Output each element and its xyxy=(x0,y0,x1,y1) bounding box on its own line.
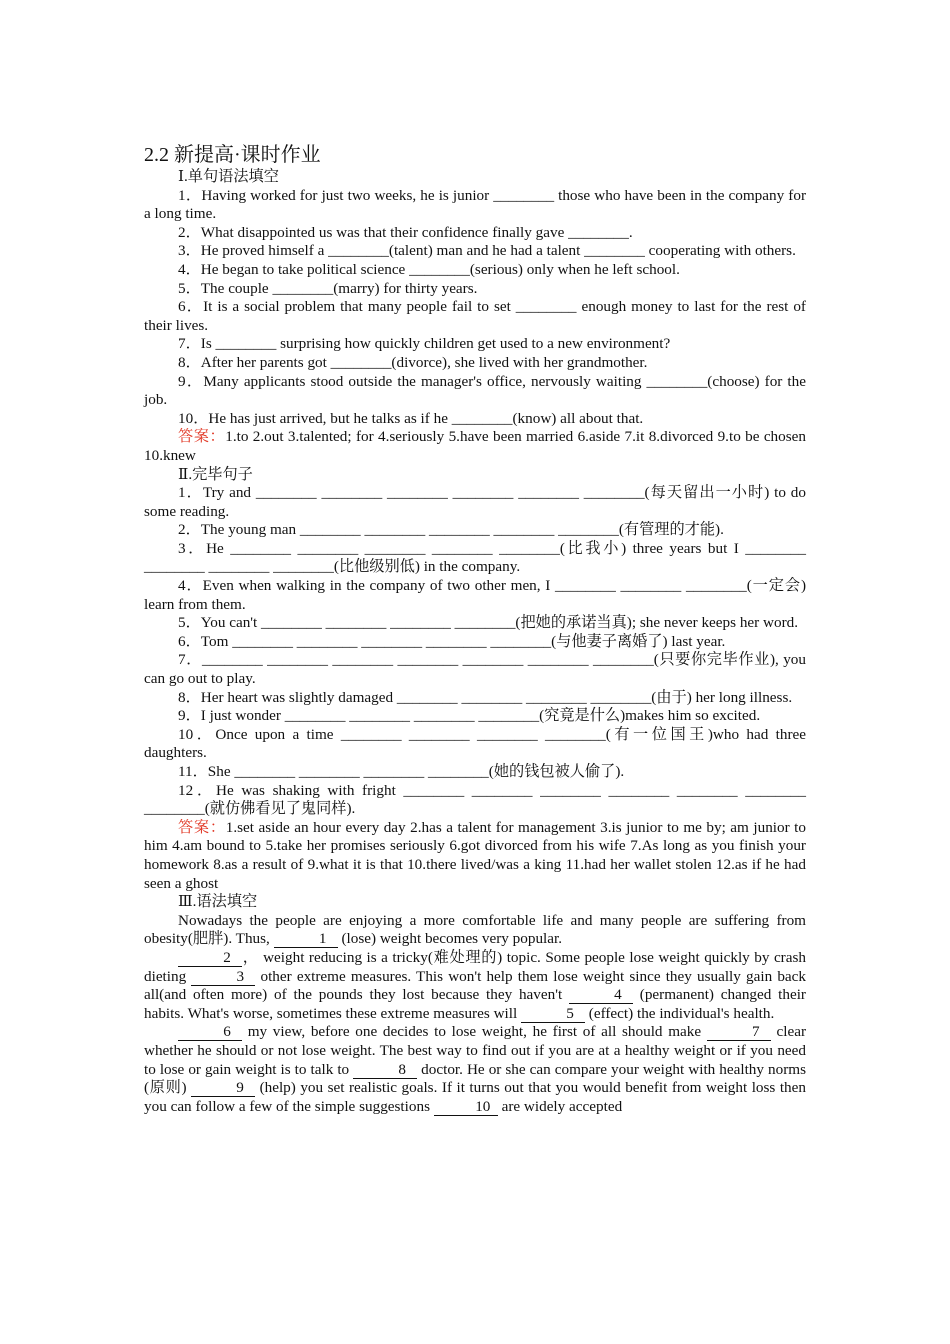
cloze-text: my view, before one decides to lose weight, he first of all should make xyxy=(242,1023,707,1041)
question-item: 5．You can't ________ ________ ________ ________(把她的承诺当真); she never keeps her word. xyxy=(178,614,799,632)
answer-block xyxy=(144,428,806,465)
cloze-text: ， weight reducing is a tricky(难处理的) topic. Some people lose weight quickly by crash dieting xyxy=(144,948,806,985)
question-item: 10．He has just arrived, but he talks as if he ________(know) all about that. xyxy=(178,409,644,427)
cloze-text: doctor. He or she can compare your weight with healthy norms (原则) xyxy=(144,1060,806,1097)
answer-label: 答案： xyxy=(178,818,226,836)
question-item: 2．The young man ________ ________ ________ ________ ________(有管理的才能). xyxy=(178,521,724,539)
cloze-text: (effect) the individual's health. xyxy=(585,1004,775,1022)
section-heading: Ⅱ.完毕句子 xyxy=(178,465,253,483)
cloze-blank[interactable]: 8 xyxy=(353,1062,417,1079)
cloze-blank[interactable]: 5 xyxy=(521,1006,585,1023)
page-title: 2.2 新提高·课时作业 xyxy=(144,144,321,166)
answer-block xyxy=(144,819,806,893)
cloze-blank[interactable]: 3 xyxy=(191,969,255,986)
cloze-blank[interactable]: 10 xyxy=(434,1099,498,1116)
question-item: 7．Is ________ surprising how quickly children get used to a new environment? xyxy=(178,335,671,353)
question-item: 11．She ________ ________ ________ ________(她的钱包被人偷了). xyxy=(178,763,625,780)
question-item: 6．Tom ________ ________ ________ ________ ________(与他妻子离婚了) last year. xyxy=(178,632,726,650)
answer-text: 1.set aside an hour every day 2.has a talent for management 3.is junior to me by; am junior to him 4.am bound to 5.take her promises seriously 6.got divorced from his wife 7.As long as you finish your homework 8.as a result of 9.what it is that 10.there lived/was a king 11.had her wallet stolen 12.as if he had seen a ghost xyxy=(144,818,806,892)
question-item: 9．Many applicants stood outside the manager's office, nervously waiting ________(choose) for the job. xyxy=(144,372,806,409)
cloze-text: (help) you set realistic goals. If it turns out that you would benefit from weight loss then you can follow a few of the simple suggestions xyxy=(144,1079,806,1115)
cloze-text: other extreme measures. This won't help them lose weight since they usually gain back all(and often more) of the pounds they lost because they haven't xyxy=(144,967,806,1004)
answer-label: 答案： xyxy=(178,428,226,446)
question-item: 3．He ________ ________ ________ ________ ________(比我小) three years but I ________ ________ ________ ________(比他级别低) in the company. xyxy=(144,539,806,576)
section-1 xyxy=(144,168,806,466)
question-item: 1．Having worked for just two weeks, he is junior ________ those who have been in the company for a long time. xyxy=(144,186,806,223)
cloze-blank[interactable]: 2 xyxy=(178,950,242,967)
question-item: 8．Her heart was slightly damaged ________ ________ ________ ________(由于) her long illness. xyxy=(178,688,793,706)
question-item: 10．Once upon a time ________ ________ ________ ________(有一位国王)who had three daughters. xyxy=(144,725,806,762)
question-item: 1．Try and ________ ________ ________ ________ ________ ________(每天留出一小时) to do some reading. xyxy=(144,484,806,520)
cloze-paragraph xyxy=(144,949,806,1023)
question-item: 12．He was shaking with fright ________ ________ ________ ________ ________ ________ ________(就仿佛看见了鬼同样). xyxy=(144,781,806,818)
question-item: 7．________ ________ ________ ________ ________ ________ ________(只要你完毕作业), you can go out to play. xyxy=(144,651,806,688)
cloze-blank[interactable]: 6 xyxy=(178,1024,242,1041)
cloze-blank[interactable]: 4 xyxy=(569,987,633,1004)
cloze-blank[interactable]: 9 xyxy=(191,1080,255,1097)
cloze-paragraph xyxy=(144,912,806,949)
answer-text: 1.to 2.out 3.talented; for 4.seriously 5.have been married 6.aside 7.it 8.divorced 9.to be chosen 10.knew xyxy=(144,428,806,464)
cloze-paragraph xyxy=(144,1023,806,1116)
worksheet-page xyxy=(144,142,806,1116)
section-3 xyxy=(144,893,806,1116)
question-item: 6．It is a social problem that many people fail to set ________ enough money to last for the rest of their lives. xyxy=(144,298,806,334)
question-item: 9．I just wonder ________ ________ ________ ________(究竟是什么)makes him so excited. xyxy=(178,707,761,725)
cloze-text: Nowadays the people are enjoying a more comfortable life and many people are suffering from obesity(肥胖). Thus, xyxy=(144,911,806,948)
cloze-blank[interactable]: 1 xyxy=(274,931,338,948)
question-item: 4．He began to take political science ________(serious) only when he left school. xyxy=(178,260,680,278)
question-item: 3．He proved himself a ________(talent) man and he had a talent ________ cooperating with others. xyxy=(178,242,796,260)
question-item: 2．What disappointed us was that their confidence finally gave ________. xyxy=(178,223,633,241)
cloze-text: clear whether he should or not lose weight. The best way to find out if you are at a healthy weight or if you need to lose or gain weight is to talk to xyxy=(144,1023,807,1078)
cloze-text: (lose) weight becomes very popular. xyxy=(337,930,563,948)
question-item: 8．After her parents got ________(divorce), she lived with her grandmother. xyxy=(178,353,648,371)
cloze-text: (permanent) changed their habits. What's worse, sometimes these extreme measures will xyxy=(144,986,806,1022)
cloze-text: are widely accepted xyxy=(497,1097,623,1115)
cloze-passage xyxy=(144,912,806,1117)
section-heading: Ⅲ.语法填空 xyxy=(178,893,258,911)
cloze-blank[interactable]: 7 xyxy=(707,1024,771,1041)
section-heading: Ⅰ.单句语法填空 xyxy=(178,168,279,185)
question-item: 5．The couple ________(marry) for thirty years. xyxy=(178,279,478,297)
question-item: 4．Even when walking in the company of two other men, I ________ ________ ________(一定会) learn from them. xyxy=(144,577,806,613)
section-2 xyxy=(144,466,806,894)
